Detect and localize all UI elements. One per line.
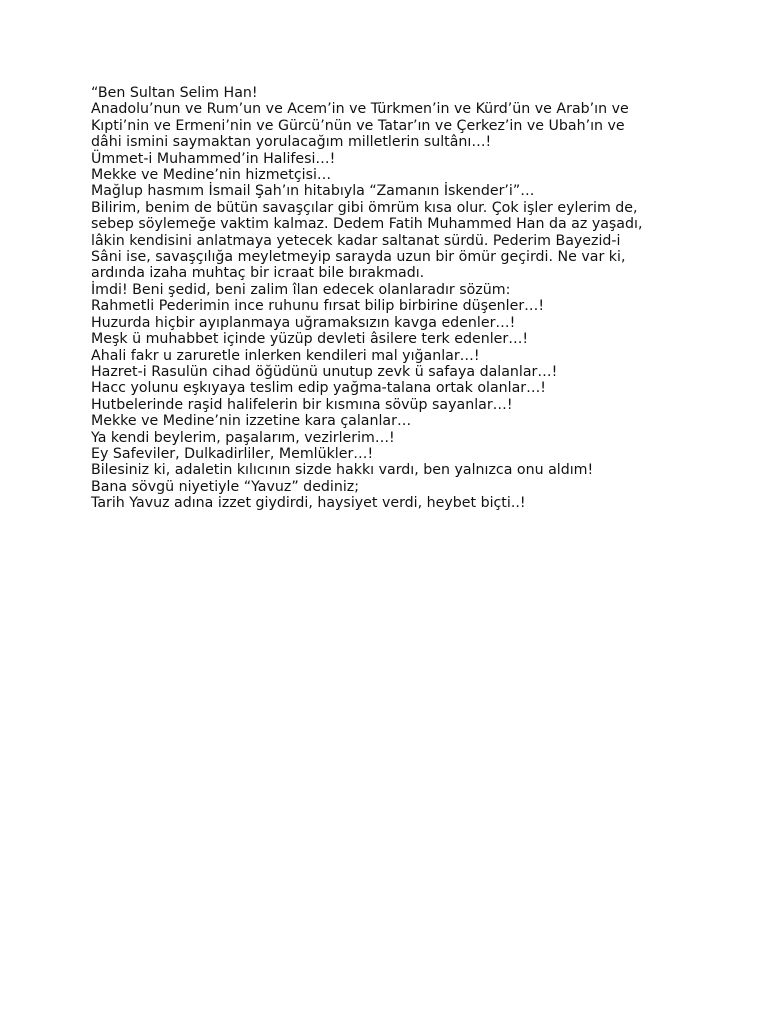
text-line: Tarih Yavuz adına izzet giydirdi, haysiyet verdi, heybet biçti..! [91,495,526,512]
text-line: Ey Safeviler, Dulkadirliler, Memlükler…! [91,445,374,462]
text-line: Ümmet-i Muhammed’in Halifesi…! [91,150,336,167]
text-line: ardında izaha muhtaç bir icraat bile bırakmadı. [91,265,425,282]
text-line: Anadolu’nun ve Rum’un ve Acem’in ve Türkmen’in ve Kürd’ün ve Arab’ın ve [91,101,629,118]
text-line: Ahali fakr u zaruretle inlerken kendileri mal yığanlar…! [91,347,480,364]
text-line: Hacc yolunu eşkıyaya teslim edip yağma-talana ortak olanlar…! [91,380,546,397]
text-line: Bilesiniz ki, adaletin kılıcının sizde hakkı vardı, ben yalnızca onu aldım! [91,462,594,479]
text-line: İmdi! Beni şedid, beni zalim îlan edecek olanlaradır sözüm: [91,281,511,298]
text-line: Mekke ve Medine’nin hizmetçisi… [91,167,332,184]
text-line: Kıpti’nin ve Ermeni’nin ve Gürcü’nün ve Tatar’ın ve Çerkez’in ve Ubah’ın ve [91,117,625,134]
text-line: Sâni ise, savaşçılığa meyletmeyip sarayda uzun bir ömür geçirdi. Ne var ki, [91,249,626,266]
document-body [91,85,691,512]
text-line: Bana sövgü niyetiyle “Yavuz” dediniz; [91,478,360,495]
text-line: Bilirim, benim de bütün savaşçılar gibi ömrüm kısa olur. Çok işler eylerim de, [91,199,638,216]
text-line: “Ben Sultan Selim Han! [91,85,258,101]
text-line: Rahmetli Pederimin ince ruhunu fırsat bilip birbirine düşenler…! [91,298,545,315]
text-line: lâkin kendisini anlatmaya yetecek kadar saltanat sürdü. Pederim Bayezid-i [91,232,621,249]
text-line: Meşk ü muhabbet içinde yüzüp devleti âsilere terk edenler…! [91,331,529,348]
text-line: Hutbelerinde raşid halifelerin bir kısmına sövüp sayanlar…! [91,396,513,413]
text-line: dâhi ismini saymaktan yorulacağım milletlerin sultânı…! [91,134,492,151]
text-line: sebep söylemeğe vaktim kalmaz. Dedem Fatih Muhammed Han da az yaşadı, [91,216,643,233]
text-line: Mağlup hasmım İsmail Şah’ın hitabıyla “Zamanın İskender’i”… [91,183,535,200]
text-line: Ya kendi beylerim, paşalarım, vezirlerim…! [91,429,395,446]
text-line: Hazret-i Rasulün cihad öğüdünü unutup zevk ü safaya dalanlar…! [91,363,558,380]
text-line: Mekke ve Medine’nin izzetine kara çalanlar… [91,413,412,430]
text-line: Huzurda hiçbir ayıplanmaya uğramaksızın kavga edenler…! [91,314,516,331]
